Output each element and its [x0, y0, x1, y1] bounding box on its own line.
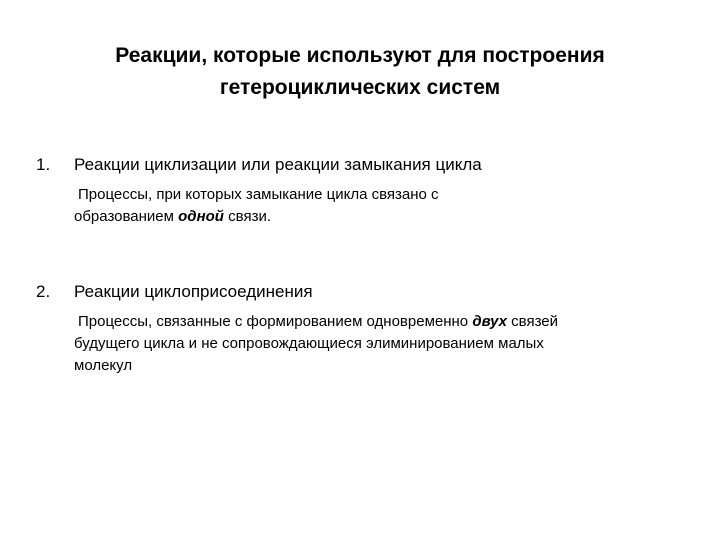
- description-text: связей: [511, 313, 558, 330]
- slide-title: [40, 40, 680, 104]
- title-line-2: гетероциклических систем: [219, 76, 501, 99]
- list-item-description: [36, 184, 676, 228]
- title-line-1: Реакции, которые используют для построения: [115, 44, 605, 67]
- description-line: будущего цикла и не сопровождающиеся элиминированием малых: [74, 335, 544, 352]
- list-item-description: [36, 311, 676, 377]
- emphasized-word: двух: [472, 313, 507, 330]
- list-item-heading-text: Реакции циклоприсоединения: [74, 282, 313, 301]
- list-item-heading-text: Реакции циклизации или реакции замыкания цикла: [74, 155, 482, 174]
- list-item-number: 2.: [36, 282, 51, 301]
- description-text: образованием: [74, 208, 174, 225]
- emphasized-word: одной: [178, 208, 224, 225]
- reaction-list: [36, 152, 676, 377]
- list-item: [36, 279, 676, 377]
- list-item: [36, 152, 676, 228]
- description-line: Процессы, при которых замыкание цикла связано с: [78, 186, 439, 203]
- list-item-number: 1.: [36, 155, 51, 174]
- description-text: связи.: [228, 208, 271, 225]
- description-line: [74, 311, 676, 333]
- list-item-heading: [36, 279, 676, 305]
- description-text: Процессы, связанные с формированием одновременно: [78, 313, 469, 330]
- description-line: молекул: [74, 357, 133, 374]
- description-line: [74, 206, 676, 228]
- list-item-heading: [36, 152, 676, 178]
